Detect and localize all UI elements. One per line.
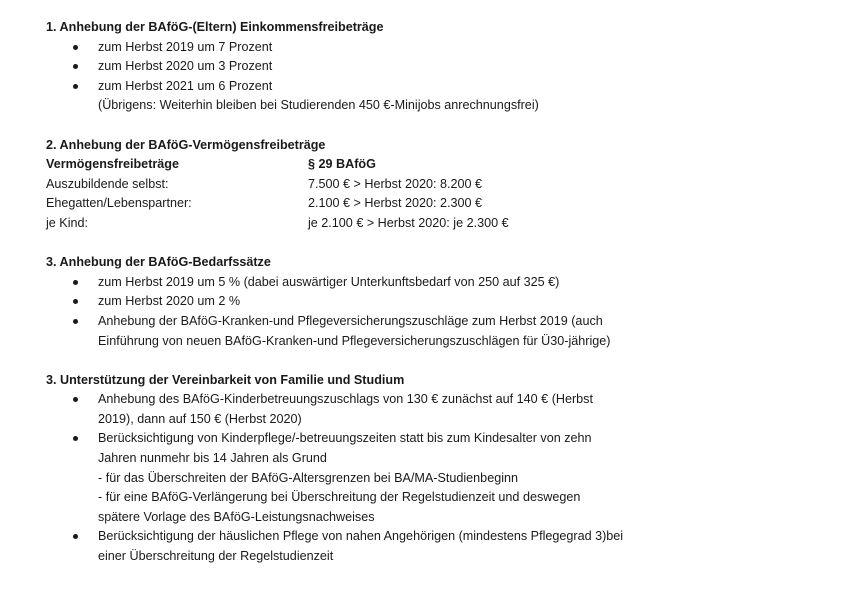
row-value: je 2.100 € > Herbst 2020: je 2.300 € — [308, 215, 509, 230]
table-header-value: § 29 BAföG — [308, 157, 376, 172]
bullet-icon — [73, 436, 78, 441]
list-item: Anhebung der BAföG-Kranken-und Pflegeversicherungszuschläge zum Herbst 2019 (auch — [46, 312, 836, 332]
list-item: zum Herbst 2019 um 5 % (dabei auswärtiger Unterkunftsbedarf von 250 auf 325 €) — [46, 273, 836, 293]
list-item: Anhebung des BAföG-Kinderbetreuungszuschlags von 130 € zunächst auf 140 € (Herbst — [46, 390, 836, 410]
list-item-continuation: spätere Vorlage des BAföG-Leistungsnachweises — [98, 509, 375, 524]
document — [46, 18, 836, 567]
list-item-continuation: 2019), dann auf 150 € (Herbst 2020) — [98, 411, 302, 426]
list-item: zum Herbst 2020 um 3 Prozent — [46, 57, 836, 77]
row-label: je Kind: — [46, 215, 89, 230]
table-row — [46, 214, 836, 234]
list-item-continuation: Jahren nunmehr bis 14 Jahren als Grund — [98, 451, 327, 466]
list-item-continuation: einer Überschreitung der Regelstudienzeit — [98, 549, 334, 564]
bullet-icon — [73, 45, 78, 50]
row-value: 2.100 € > Herbst 2020: 2.300 € — [308, 196, 482, 211]
bullet-icon — [73, 319, 78, 324]
section-4-heading: 3. Unterstützung der Vereinbarkeit von Familie und Studium — [46, 372, 405, 387]
list-item: Berücksichtigung von Kinderpflege/-betreuungszeiten statt bis zum Kindesalter von zehn — [46, 429, 836, 449]
bullet-icon — [73, 280, 78, 285]
bullet-icon — [73, 299, 78, 304]
list-item-continuation: Einführung von neuen BAföG-Kranken-und Pflegeversicherungszuschlägen für Ü30-jährige) — [98, 333, 611, 348]
table-row — [46, 194, 836, 214]
list-item: Berücksichtigung der häuslichen Pflege von nahen Angehörigen (mindestens Pflegegrad 3)bei — [46, 527, 836, 547]
section-2-heading: 2. Anhebung der BAföG-Vermögensfreibeträge — [46, 137, 326, 152]
table-header-row — [46, 155, 836, 175]
section-1-heading: 1. Anhebung der BAföG-(Eltern) Einkommensfreibeträge — [46, 20, 384, 34]
bullet-icon — [73, 84, 78, 89]
row-label: Ehegatten/Lebenspartner: — [46, 196, 192, 211]
table-header-label: Vermögensfreibeträge — [46, 157, 179, 172]
list-item-continuation: - für eine BAföG-Verlängerung bei Überschreitung der Regelstudienzeit und deswegen — [98, 490, 581, 505]
row-label: Auszubildende selbst: — [46, 176, 169, 191]
table-row — [46, 175, 836, 195]
row-value: 7.500 € > Herbst 2020: 8.200 € — [308, 176, 482, 191]
list-item: zum Herbst 2020 um 2 % — [46, 292, 836, 312]
bullet-icon — [73, 534, 78, 539]
list-item-continuation: - für das Überschreiten der BAföG-Altersgrenzen bei BA/MA-Studienbeginn — [98, 470, 519, 485]
section-3-heading: 3. Anhebung der BAföG-Bedarfssätze — [46, 255, 271, 270]
bullet-icon — [73, 397, 78, 402]
list-item: zum Herbst 2021 um 6 Prozent — [46, 77, 836, 97]
section-1-note: (Übrigens: Weiterhin bleiben bei Studierenden 450 €-Minijobs anrechnungsfrei) — [98, 98, 539, 113]
list-item: zum Herbst 2019 um 7 Prozent — [46, 38, 836, 58]
bullet-icon — [73, 64, 78, 69]
